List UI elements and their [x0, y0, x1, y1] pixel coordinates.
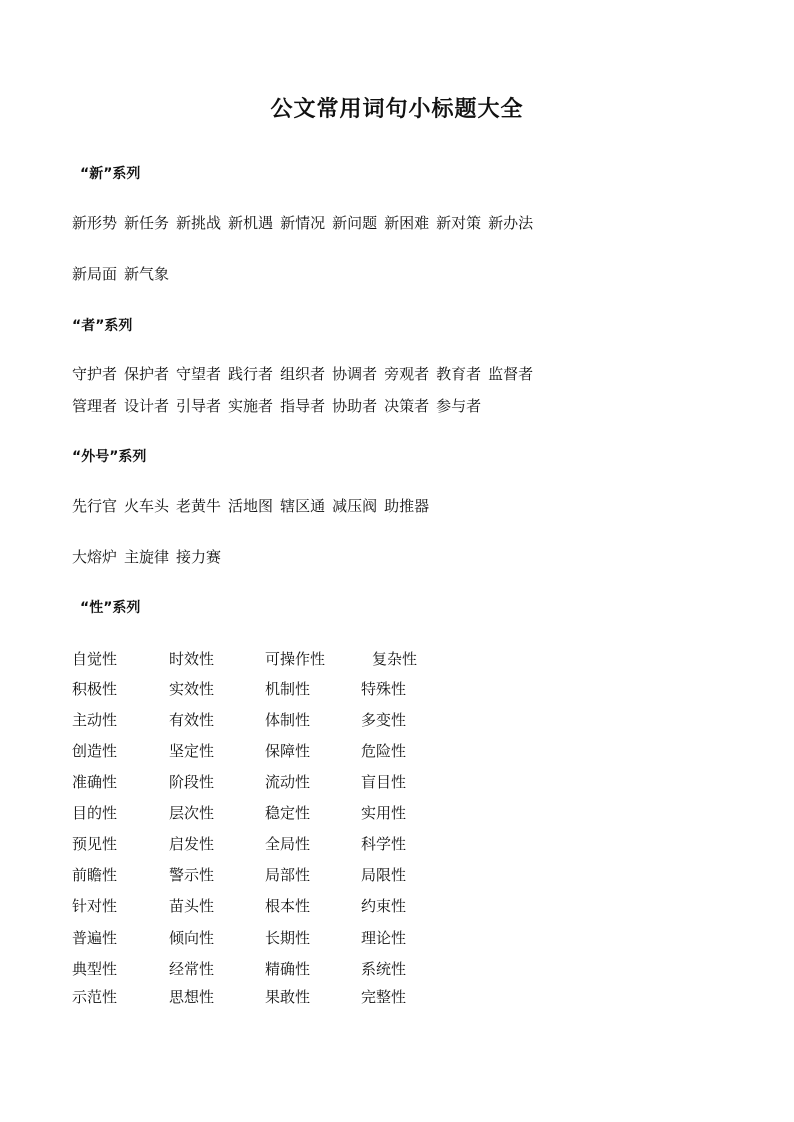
grid-cell: 危险性	[361, 742, 407, 760]
term: 决策者	[384, 397, 430, 415]
term: 设计者	[124, 397, 170, 415]
grid-cell: 苗头性	[169, 897, 215, 915]
term: 减压阀	[332, 497, 378, 515]
grid-cell: 实用性	[361, 804, 407, 822]
grid-cell: 长期性	[265, 929, 311, 947]
term: 辖区通	[280, 497, 326, 515]
term: 践行者	[228, 365, 274, 383]
section-heading-xin: “新”系列	[80, 166, 141, 182]
grid-cell: 针对性	[72, 897, 118, 915]
grid-cell: 稳定性	[265, 804, 311, 822]
grid-cell: 盲目性	[361, 773, 407, 791]
grid-cell: 多变性	[361, 711, 407, 729]
xin-line-1	[72, 212, 540, 233]
term: 大熔炉	[72, 548, 118, 566]
grid-cell: 普遍性	[72, 929, 118, 947]
grid-cell: 特殊性	[361, 680, 407, 698]
grid-cell: 局部性	[265, 866, 311, 884]
term: 活地图	[228, 497, 274, 515]
waihao-line-1	[72, 495, 436, 516]
term: 实施者	[228, 397, 274, 415]
section-heading-zhe: “者”系列	[72, 318, 133, 334]
grid-cell: 约束性	[361, 897, 407, 915]
grid-cell: 警示性	[169, 866, 215, 884]
grid-cell: 倾向性	[169, 929, 215, 947]
zhe-line-2	[72, 395, 488, 416]
term: 新气象	[124, 265, 170, 283]
grid-cell: 坚定性	[169, 742, 215, 760]
term: 协调者	[332, 365, 378, 383]
term: 教育者	[436, 365, 482, 383]
term: 老黄牛	[176, 497, 222, 515]
term: 旁观者	[384, 365, 430, 383]
page-title: 公文常用词句小标题大全	[270, 97, 524, 122]
grid-cell: 预见性	[72, 835, 118, 853]
grid-cell: 创造性	[72, 742, 118, 760]
term: 火车头	[124, 497, 170, 515]
section-heading-xing: “性”系列	[80, 600, 141, 616]
term: 新挑战	[176, 214, 222, 232]
grid-cell: 阶段性	[169, 773, 215, 791]
grid-cell: 积极性	[72, 680, 118, 698]
term: 新情况	[280, 214, 326, 232]
grid-cell: 示范性	[72, 988, 118, 1006]
term: 组织者	[280, 365, 326, 383]
term: 引导者	[176, 397, 222, 415]
term: 新局面	[72, 265, 118, 283]
grid-cell: 可操作性	[265, 650, 326, 668]
grid-cell: 科学性	[361, 835, 407, 853]
term: 新问题	[332, 214, 378, 232]
xin-line-2	[72, 263, 176, 284]
grid-cell: 根本性	[265, 897, 311, 915]
grid-cell: 经常性	[169, 960, 215, 978]
grid-cell: 思想性	[169, 988, 215, 1006]
grid-cell: 全局性	[265, 835, 311, 853]
term: 新机遇	[228, 214, 274, 232]
zhe-line-1	[72, 363, 540, 384]
grid-cell: 复杂性	[372, 650, 418, 668]
term: 新对策	[436, 214, 482, 232]
grid-cell: 机制性	[265, 680, 311, 698]
term: 新办法	[488, 214, 534, 232]
grid-cell: 前瞻性	[72, 866, 118, 884]
term: 指导者	[280, 397, 326, 415]
term: 新任务	[124, 214, 170, 232]
term: 协助者	[332, 397, 378, 415]
term: 守护者	[72, 365, 118, 383]
grid-cell: 层次性	[169, 804, 215, 822]
grid-cell: 时效性	[169, 650, 215, 668]
term: 守望者	[176, 365, 222, 383]
grid-cell: 启发性	[169, 835, 215, 853]
term: 参与者	[436, 397, 482, 415]
term: 保护者	[124, 365, 170, 383]
term: 监督者	[488, 365, 534, 383]
term: 新形势	[72, 214, 118, 232]
grid-cell: 保障性	[265, 742, 311, 760]
grid-cell: 局限性	[361, 866, 407, 884]
waihao-line-2	[72, 546, 228, 567]
grid-cell: 实效性	[169, 680, 215, 698]
grid-cell: 典型性	[72, 960, 118, 978]
grid-cell: 精确性	[265, 960, 311, 978]
grid-cell: 体制性	[265, 711, 311, 729]
term: 接力赛	[176, 548, 222, 566]
term: 新困难	[384, 214, 430, 232]
term: 管理者	[72, 397, 118, 415]
grid-cell: 果敢性	[265, 988, 311, 1006]
term: 助推器	[384, 497, 430, 515]
section-heading-waihao: “外号”系列	[72, 449, 147, 465]
grid-cell: 完整性	[361, 988, 407, 1006]
grid-cell: 主动性	[72, 711, 118, 729]
grid-cell: 准确性	[72, 773, 118, 791]
grid-cell: 流动性	[265, 773, 311, 791]
term: 主旋律	[124, 548, 170, 566]
grid-cell: 系统性	[361, 960, 407, 978]
grid-cell: 目的性	[72, 804, 118, 822]
term: 先行官	[72, 497, 118, 515]
grid-cell: 有效性	[169, 711, 215, 729]
grid-cell: 自觉性	[72, 650, 118, 668]
grid-cell: 理论性	[361, 929, 407, 947]
